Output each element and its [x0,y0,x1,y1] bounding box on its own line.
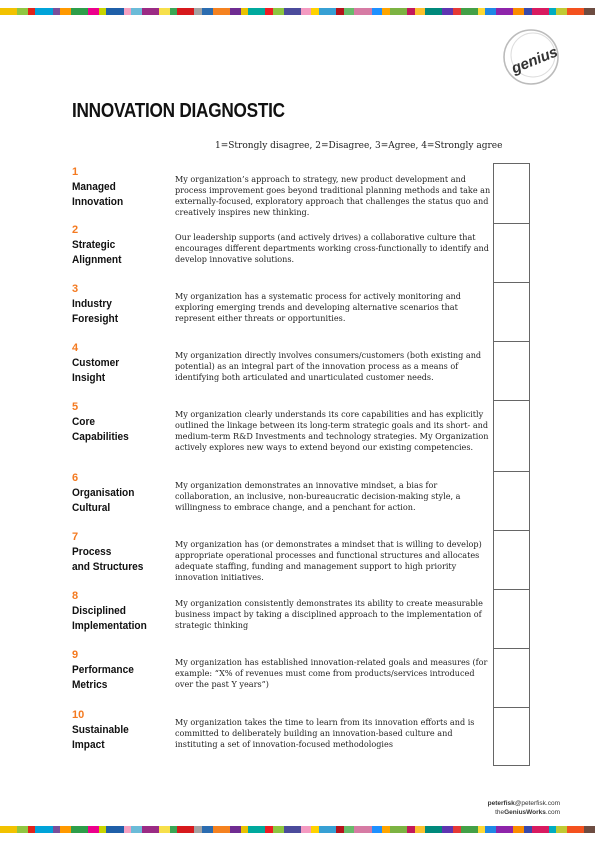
item-label-line1: Disciplined [72,605,126,617]
item-description: My organization demonstrates an innovative mindset, a bias for collaboration, an inclusive, non-bureaucratic decision-making style, a willingness to embrace change, and a penchant for action. [175,480,461,512]
stripe-segment [584,826,595,833]
stripe-segment [524,826,532,833]
stripe-segment [425,8,442,15]
item-description: My organization has (or demonstrates a mindset that is willing to develop) appropriate operational processes and functional structures and allocates adequate staffing, funding and management support to high priority innovation initiatives. [175,539,482,582]
item-label-line1: Strategic [72,239,116,251]
stripe-segment [301,826,312,833]
stripe-segment [556,826,567,833]
item-description: My organization directly involves consumers/customers (both existing and potential) as an integral part of the innovation process as a means of identifying both articulated and unarticulated customer needs. [175,350,482,382]
item-label-line1: Core [72,416,96,428]
stripe-segment [99,8,107,15]
bottom-color-stripe [0,826,595,833]
stripe-segment [60,826,71,833]
score-box-divider [494,282,529,283]
item-label-line1: Performance [72,664,134,676]
stripe-segment [496,8,513,15]
item-description: My organization consistently demonstrates its ability to create measurable business impact by taking a disciplined approach to the implementation of strategic thinking [175,598,483,630]
stripe-segment [453,8,461,15]
svg-text:genius: genius [509,43,561,78]
stripe-segment [354,826,371,833]
item-description: My organization’s approach to strategy, new product development and process improvement goes beyond traditional planning methods and take an externally-focused, exploratory approach that challenges the status quo and creatively inspires new thinking. [175,174,491,217]
stripe-segment [124,8,132,15]
item-label [72,238,159,268]
stripe-segment [524,8,532,15]
item-label [72,415,159,445]
stripe-segment [532,826,549,833]
stripe-segment [0,8,17,15]
item-number: 4 [72,342,79,354]
stripe-segment [131,8,142,15]
stripe-segment [319,8,336,15]
stripe-segment [485,8,496,15]
stripe-segment [319,826,336,833]
item-label-line2: Implementation [72,620,147,632]
stripe-segment [265,826,273,833]
stripe-segment [194,8,202,15]
item-label-line1: Organisation [72,487,135,499]
top-color-stripe [0,8,595,15]
score-box-divider [494,530,529,531]
item-label-line1: Customer [72,357,120,369]
stripe-segment [142,8,159,15]
stripe-segment [415,8,426,15]
stripe-segment [372,8,383,15]
stripe-segment [88,826,99,833]
item-label [72,604,159,634]
score-boxes-column [493,163,530,766]
score-box-divider [494,471,529,472]
item-label [72,297,159,327]
item-description: My organization has a systematic process for actively monitoring and exploring emerging trends and developing alternative scenarios that represent either threats or opportunities. [175,291,461,323]
stripe-segment [372,826,383,833]
stripe-segment [344,8,355,15]
stripe-segment [71,826,88,833]
item-label-line2: Capabilities [72,431,129,443]
item-number: 2 [72,224,79,236]
stripe-segment [202,826,213,833]
genius-logo-graphic [500,26,562,88]
stripe-segment [17,826,28,833]
page-title: INNOVATION DIAGNOSTIC [72,100,285,122]
stripe-segment [461,8,478,15]
stripe-segment [567,8,584,15]
item-number: 7 [72,531,79,543]
item-label-line2: Innovation [72,196,124,208]
stripe-segment [478,8,486,15]
stripe-segment [99,826,107,833]
stripe-segment [106,8,123,15]
stripe-segment [311,8,319,15]
stripe-segment [390,8,407,15]
stripe-segment [344,826,355,833]
stripe-segment [513,8,524,15]
stripe-segment [241,826,249,833]
item-description: Our leadership supports (and actively drives) a collaborative culture that encourages different departments working cross-functionally to identify and develop innovative solutions. [175,232,489,264]
stripe-segment [478,826,486,833]
stripe-segment [485,826,496,833]
stripe-segment [390,826,407,833]
stripe-segment [513,826,524,833]
item-label [72,356,159,386]
stripe-segment [248,8,265,15]
stripe-segment [407,826,415,833]
stripe-segment [213,8,230,15]
item-label-line2: Cultural [72,502,111,514]
stripe-segment [415,826,426,833]
item-label-line2: Foresight [72,313,119,325]
stripe-segment [35,826,52,833]
stripe-segment [549,826,557,833]
stripe-segment [28,8,36,15]
stripe-segment [170,8,178,15]
item-label-line2: Insight [72,372,106,384]
stripe-segment [425,826,442,833]
score-box-divider [494,589,529,590]
item-number: 5 [72,401,79,413]
stripe-segment [584,8,595,15]
stripe-segment [382,826,390,833]
stripe-segment [60,8,71,15]
stripe-segment [461,826,478,833]
stripe-segment [124,826,132,833]
stripe-segment [170,826,178,833]
item-label [72,180,159,210]
stripe-segment [336,826,344,833]
rating-scale-note: 1=Strongly disagree, 2=Disagree, 3=Agree, 4=Strongly agree [215,141,503,151]
item-number: 6 [72,472,79,484]
stripe-segment [35,8,52,15]
item-description: My organization has established innovation-related goals and measures (for example: “X% of revenues must come from products/services introduced over the past Y years”) [175,657,488,689]
stripe-segment [202,8,213,15]
stripe-segment [71,8,88,15]
stripe-segment [273,826,284,833]
footer-email[interactable]: peterfisk@peterfisk.com [487,800,560,807]
stripe-segment [177,8,194,15]
stripe-segment [248,826,265,833]
stripe-segment [382,8,390,15]
item-label-line2: Metrics [72,679,108,691]
genius-logo [500,26,562,88]
item-label-line2: Alignment [72,254,122,266]
stripe-segment [17,8,28,15]
item-label-line2: Impact [72,739,105,751]
item-number: 3 [72,283,79,295]
stripe-segment [567,826,584,833]
item-number: 1 [72,166,79,178]
stripe-segment [284,826,301,833]
stripe-segment [453,826,461,833]
footer-website[interactable]: theGeniusWorks.com [495,808,560,816]
stripe-segment [53,826,61,833]
stripe-segment [0,826,17,833]
item-label [72,545,159,575]
stripe-segment [336,8,344,15]
stripe-segment [230,826,241,833]
stripe-segment [442,826,453,833]
stripe-segment [194,826,202,833]
item-description: My organization clearly understands its core capabilities and has explicitly outlined the linkage between its long-term strategic goals and its short- and medium-term R&D Investments and technology strategies. My Organization actively explores new ways to extend beyond our existing competencies. [175,409,489,452]
item-number: 8 [72,590,79,602]
item-number: 9 [72,649,79,661]
stripe-segment [354,8,371,15]
stripe-segment [496,826,513,833]
item-label-line1: Managed [72,181,116,193]
stripe-segment [311,826,319,833]
stripe-segment [177,826,194,833]
stripe-segment [131,826,142,833]
stripe-segment [159,8,170,15]
item-number: 10 [72,709,85,721]
score-box-divider [494,400,529,401]
stripe-segment [301,8,312,15]
stripe-segment [407,8,415,15]
stripe-segment [532,8,549,15]
stripe-segment [142,826,159,833]
item-label-line1: Industry [72,298,112,310]
stripe-segment [213,826,230,833]
stripe-segment [273,8,284,15]
stripe-segment [159,826,170,833]
stripe-segment [28,826,36,833]
stripe-segment [230,8,241,15]
score-box-divider [494,223,529,224]
item-label [72,723,159,753]
item-label [72,486,159,516]
score-box-divider [494,341,529,342]
stripe-segment [241,8,249,15]
stripe-segment [549,8,557,15]
stripe-segment [53,8,61,15]
stripe-segment [284,8,301,15]
item-label-line2: and Structures [72,561,144,573]
footer-contact [488,800,560,817]
score-box-divider [494,648,529,649]
score-box-divider [494,707,529,708]
stripe-segment [442,8,453,15]
item-label-line1: Sustainable [72,724,129,736]
stripe-segment [88,8,99,15]
item-label [72,663,159,693]
item-label-line1: Process [72,546,112,558]
stripe-segment [106,826,123,833]
stripe-segment [265,8,273,15]
item-description: My organization takes the time to learn from its innovation efforts and is committed to deliberately building an innovation-based culture and instituting a set of innovation-focused methodologies [175,717,475,749]
stripe-segment [556,8,567,15]
